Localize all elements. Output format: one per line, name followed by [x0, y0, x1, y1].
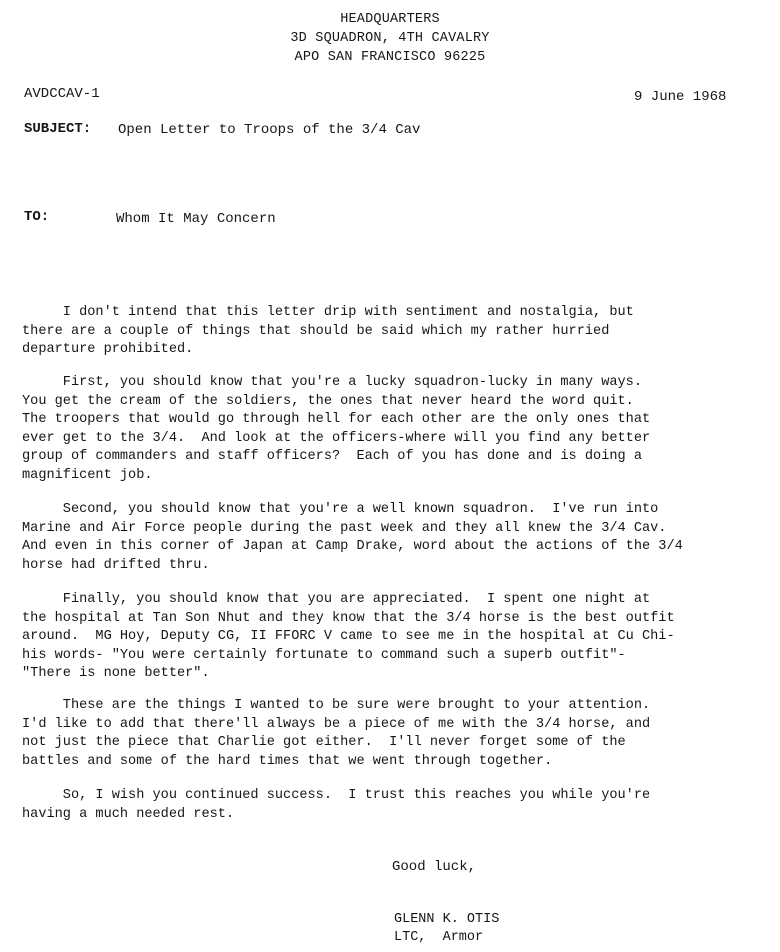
- paragraph-line: around. MG Hoy, Deputy CG, II FFORC V came to see me in the hospital at Cu Chi-: [22, 629, 675, 644]
- paragraph-line: his words- "You were certainly fortunate to command such a superb outfit"-: [22, 647, 626, 663]
- paragraph-finally: [22, 591, 762, 684]
- reference-code: AVDCCAV-1: [24, 86, 100, 102]
- paragraph-line: The troopers that would go through hell for each other are the only ones that: [22, 412, 651, 427]
- paragraph-line: Second, you should know that you're a well known squadron. I've run into: [22, 502, 659, 517]
- header-headquarters: HEADQUARTERS: [340, 12, 440, 27]
- paragraph-line: I don't intend that this letter drip with sentiment and nostalgia, but: [22, 305, 634, 320]
- paragraph-line: These are the things I wanted to be sure were brought to your attention.: [22, 698, 651, 713]
- paragraph-line: not just the piece that Charlie got either. I'll never forget some of the: [22, 735, 626, 750]
- paragraph-line: And even in this corner of Japan at Camp Drake, word about the actions of the 3/4: [22, 539, 683, 554]
- paragraph-closing: [22, 787, 762, 824]
- paragraph-line: departure prohibited.: [22, 342, 194, 357]
- paragraph-line: magnificent job.: [22, 467, 153, 483]
- paragraph-attention: [22, 697, 762, 771]
- paragraph-intro: [22, 304, 762, 360]
- letter-date: 9 June 1968: [634, 89, 727, 105]
- paragraph-line: Finally, you should know that you are appreciated. I spent one night at: [22, 592, 651, 607]
- paragraph-second: [22, 501, 762, 575]
- paragraph-line: First, you should know that you're a lucky squadron-lucky in many ways.: [22, 375, 642, 390]
- header-unit: 3D SQUADRON, 4TH CAVALRY: [290, 31, 490, 46]
- paragraph-line: So, I wish you continued success. I trust this reaches you while you're: [22, 788, 651, 803]
- paragraph-first: [22, 374, 762, 485]
- paragraph-line: ever get to the 3/4. And look at the officers-where will you find any better: [22, 430, 651, 446]
- paragraph-line: having a much needed rest.: [22, 806, 235, 822]
- paragraph-line: the hospital at Tan Son Nhut and they know that the 3/4 horse is the best outfit: [22, 610, 675, 626]
- header-address: APO SAN FRANCISCO 96225: [294, 50, 486, 65]
- paragraph-line: You get the cream of the soldiers, the ones that never heard the word quit.: [22, 393, 634, 409]
- signature-title: LTC, Armor: [394, 930, 484, 945]
- paragraph-line: horse had drifted thru.: [22, 557, 210, 573]
- paragraph-line: I'd like to add that there'll always be a piece of me with the 3/4 horse, and: [22, 716, 651, 732]
- signature-name: GLENN K. OTIS: [394, 912, 500, 927]
- paragraph-line: battles and some of the hard times that we went through together.: [22, 753, 553, 769]
- paragraph-line: Marine and Air Force people during the past week and they all knew the 3/4 Cav.: [22, 520, 667, 536]
- paragraph-line: there are a couple of things that should be said which my rather hurried: [22, 323, 610, 339]
- paragraph-line: "There is none better".: [22, 666, 210, 681]
- subject-label: SUBJECT:: [24, 121, 92, 137]
- closing-salutation: Good luck,: [392, 859, 477, 875]
- subject-text: Open Letter to Troops of the 3/4 Cav: [118, 122, 421, 138]
- to-text: Whom It May Concern: [116, 211, 276, 227]
- to-label: TO:: [24, 209, 50, 225]
- paragraph-line: group of commanders and staff officers? Each of you has done and is doing a: [22, 449, 642, 464]
